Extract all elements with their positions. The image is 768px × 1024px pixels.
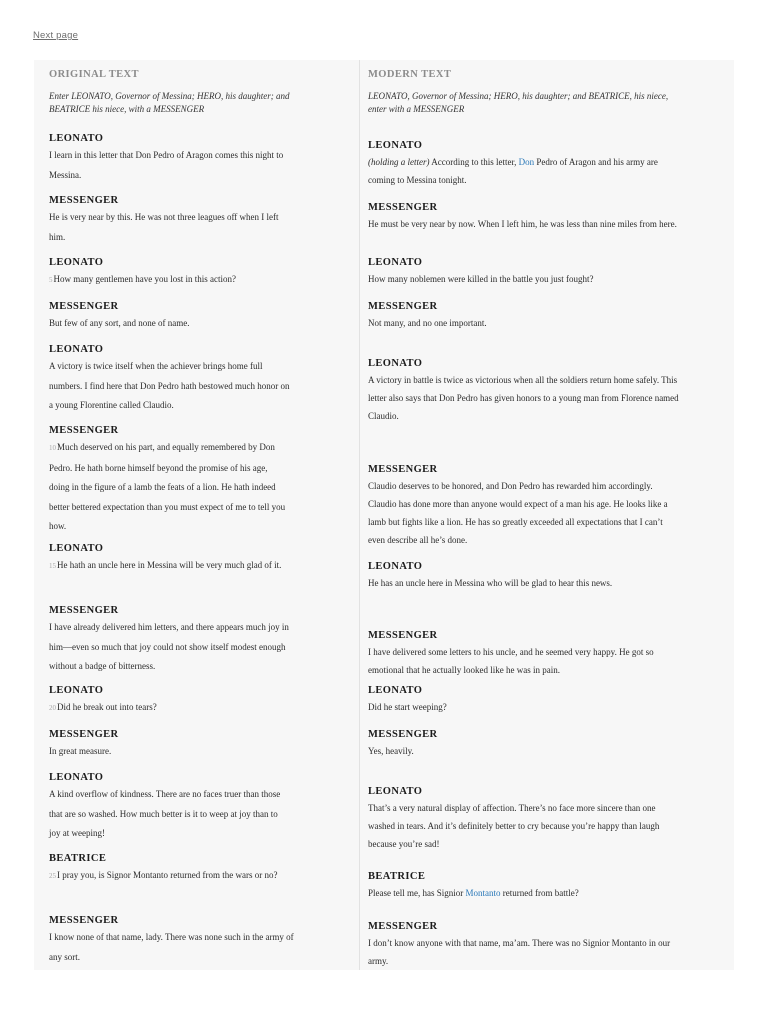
speaker-name: MESSENGER (49, 605, 119, 616)
original-entry (49, 728, 304, 761)
speaker-name: BEATRICE (368, 871, 426, 882)
modern-entry (368, 560, 680, 591)
speech-text: A victory in battle is twice as victorious when all the soldiers return home safely. This letter also says that Don Pedro has given honors to a young man from Florence named Claudio. (368, 375, 679, 421)
speaker-name: LEONATO (368, 257, 423, 268)
original-entry (49, 604, 289, 676)
speech-text: returned from battle? (500, 888, 579, 898)
speaker-name: LEONATO (368, 358, 423, 369)
speaker-name: LEONATO (49, 543, 104, 554)
modern-entry (368, 684, 680, 715)
modern-entry (368, 201, 680, 232)
original-entry (49, 424, 289, 536)
speech-text: I learn in this letter that Don Pedro of Aragon comes this night to Messina. (49, 150, 284, 180)
speaker-name: LEONATO (49, 257, 104, 268)
speaker-name: LEONATO (368, 786, 423, 797)
speech-text: I have delivered some letters to his uncle, and he seemed very happy. He got so emotional that he actually looked like he was in pain. (368, 647, 654, 675)
modern-entry (368, 920, 680, 969)
speech-text: Much deserved on his part, and equally remembered by Don Pedro. He hath borne himself beyond the promise of his age, doing in the figure of a lamb the feats of a lion. He hath indeed better bettered expectation than you must expect of me to tell you how. (49, 442, 286, 532)
modern-entry (368, 785, 680, 852)
speaker-name: MESSENGER (368, 921, 438, 932)
line-number: 25 (49, 872, 56, 880)
speech-text: I don’t know anyone with that name, ma’am. There was no Signior Montanto in our army. (368, 938, 671, 966)
speaker-name: MESSENGER (368, 464, 438, 475)
speaker-name: MESSENGER (368, 301, 438, 312)
speech-text: Yes, heavily. (368, 746, 414, 756)
speaker-name: LEONATO (368, 561, 423, 572)
speech-text: That’s a very natural display of affection. There’s no face more sincere than one washed in tears. And it’s definitely better to cry because you’re happy than laugh because you’re sad! (368, 803, 660, 849)
modern-entry (368, 629, 680, 678)
speech-text: According to this letter, (429, 157, 519, 167)
speaker-name: MESSENGER (49, 425, 119, 436)
speech-text: How many noblemen were killed in the battle you just fought? (368, 274, 594, 284)
modern-entry (368, 256, 680, 287)
original-entry (49, 771, 289, 843)
speech-text: He must be very near by now. When I left him, he was less than nine miles from here. (368, 219, 677, 229)
speech-text: But few of any sort, and none of name. (49, 318, 190, 328)
speaker-name: LEONATO (368, 685, 423, 696)
original-entry (49, 300, 304, 333)
modern-entry (368, 357, 680, 424)
speech-text: A kind overflow of kindness. There are no faces truer than those that are so washed. How much better is it to weep at joy than to joy at weeping! (49, 789, 281, 839)
speaker-name: LEONATO (49, 772, 104, 783)
original-entry (49, 194, 289, 246)
speaker-name: MESSENGER (49, 915, 119, 926)
next-page-link[interactable]: Next page (33, 30, 79, 41)
original-entry (49, 914, 294, 966)
speech-text: Claudio deserves to be honored, and Don Pedro has rewarded him accordingly. Claudio has done more than anyone would expect of a man his age. He looks like a lamb but fights like a lion. He has so greatly exceeded all expectations that I can’t even describe all he’s done. (368, 481, 668, 545)
original-entry (49, 852, 294, 886)
speaker-name: MESSENGER (368, 202, 438, 213)
original-text-header: ORIGINAL TEXT (49, 69, 139, 80)
column-divider (359, 60, 360, 970)
speaker-name: LEONATO (49, 133, 104, 144)
original-entry (49, 684, 304, 718)
speaker-name: MESSENGER (49, 301, 119, 312)
speech-text: Not many, and no one important. (368, 318, 487, 328)
line-number: 5 (49, 276, 53, 284)
translation-panel (34, 60, 734, 970)
modern-entry (368, 139, 680, 188)
don-annotation-link[interactable]: Don (518, 157, 535, 167)
modern-stage-direction: LEONATO, Governor of Messina; HERO, his daughter; and BEATRICE, his niece, enter with a MESSENGER (368, 91, 669, 114)
speech-text: Did he break out into tears? (57, 702, 157, 712)
speech-text: A victory is twice itself when the achiever brings home full numbers. I find here that Don Pedro hath bestowed much honor on a young Florentine called Claudio. (49, 361, 290, 411)
line-number: 15 (49, 562, 56, 570)
speech-text: He is very near by this. He was not three leagues off when I left him. (49, 212, 279, 242)
original-entry (49, 542, 304, 576)
modern-entry (368, 300, 680, 331)
speech-text: Please tell me, has Signior (368, 888, 466, 898)
speech-text: I know none of that name, lady. There was none such in the army of any sort. (49, 932, 294, 962)
modern-text-header: MODERN TEXT (368, 69, 452, 80)
speech-text: Pedro of Aragon and his army are coming to Messina tonight. (368, 157, 658, 185)
speaker-name: LEONATO (368, 140, 423, 151)
original-entry (49, 343, 294, 415)
line-number: 10 (49, 444, 56, 452)
original-entry (49, 256, 304, 290)
speech-text: He has an uncle here in Messina who will be glad to hear this news. (368, 578, 613, 588)
speech-text: He hath an uncle here in Messina will be very much glad of it. (57, 560, 282, 570)
speech-text: I pray you, is Signor Montanto returned from the wars or no? (57, 870, 278, 880)
speaker-name: LEONATO (49, 344, 104, 355)
speaker-name: BEATRICE (49, 853, 107, 864)
original-entry (49, 132, 304, 184)
speaker-name: MESSENGER (368, 729, 438, 740)
speaker-name: MESSENGER (49, 729, 119, 740)
speech-text: How many gentlemen have you lost in this action? (53, 274, 236, 284)
modern-entry (368, 728, 680, 759)
speech-text: Did he start weeping? (368, 702, 447, 712)
speaker-name: MESSENGER (368, 630, 438, 641)
speech-text: I have already delivered him letters, and there appears much joy in him—even so much that joy could not show itself modest enough without a badge of bitterness. (49, 622, 289, 672)
speech-text: In great measure. (49, 746, 112, 756)
montanto-annotation-link[interactable]: Montanto (465, 888, 501, 898)
line-number: 20 (49, 704, 56, 712)
original-stage-direction: Enter LEONATO, Governor of Messina; HERO, his daughter; and BEATRICE his niece, with a MESSENGER (49, 91, 290, 114)
modern-entry (368, 463, 680, 548)
speaker-name: MESSENGER (49, 195, 119, 206)
speaker-name: LEONATO (49, 685, 104, 696)
stage-note: (holding a letter) (368, 157, 430, 167)
modern-entry (368, 870, 680, 901)
